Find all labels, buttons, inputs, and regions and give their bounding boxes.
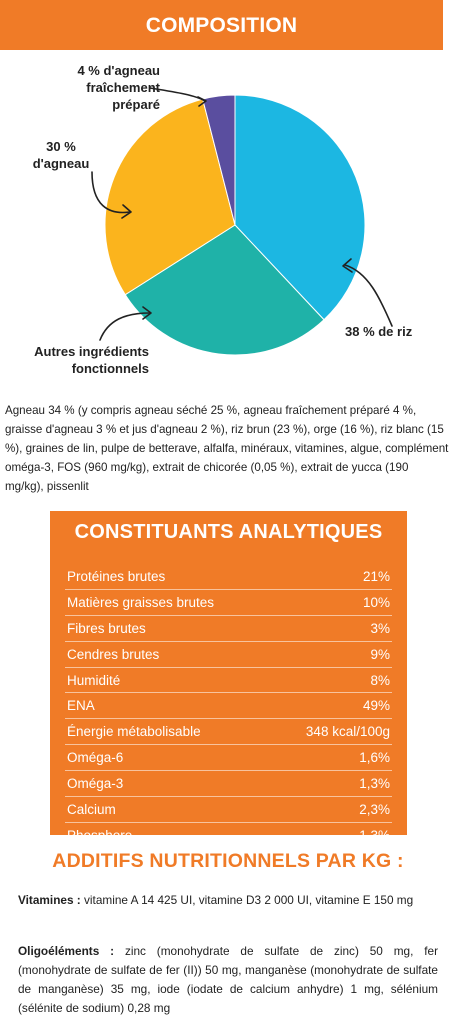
table-row bbox=[65, 796, 392, 822]
label-fresh-line3: préparé bbox=[112, 97, 160, 112]
row-value: 9% bbox=[370, 646, 390, 662]
row-value: 8% bbox=[370, 672, 390, 688]
row-value: 1,3% bbox=[359, 827, 390, 843]
label-lamb-line2: d'agneau bbox=[32, 156, 90, 171]
constituants-box bbox=[50, 511, 407, 843]
table-row bbox=[65, 718, 392, 744]
row-name: Calcium bbox=[67, 802, 116, 818]
constituants-table bbox=[65, 564, 392, 848]
label-autres bbox=[4, 343, 149, 377]
row-name: Énergie métabolisable bbox=[67, 724, 201, 740]
oligo-text: zinc (monohydrate de sulfate de zinc) 50 mg, fer (monohydrate de sulfate de fer (II)) 50 mg, manganèse (monohydrate de sulfate de manganèse) 35 mg, iode (iodate de calcium anhydre) 1 mg, sélénium (sélénite de sodium) 0,28 mg bbox=[18, 944, 438, 1015]
row-name: Oméga-3 bbox=[67, 776, 124, 792]
additifs-title: ADDITIFS NUTRITIONNELS PAR KG : bbox=[52, 850, 404, 872]
label-riz: 38 % de riz bbox=[345, 324, 413, 339]
composition-title: COMPOSITION bbox=[145, 14, 298, 37]
row-name: Protéines brutes bbox=[67, 569, 166, 584]
row-name: ENA bbox=[67, 698, 95, 714]
label-lamb-line1: 30 % bbox=[46, 139, 76, 154]
row-name: Cendres brutes bbox=[67, 646, 160, 662]
vitamines-text: vitamine A 14 425 UI, vitamine D3 2 000 UI, vitamine E 150 mg bbox=[84, 893, 414, 907]
row-value: 49% bbox=[362, 698, 390, 714]
row-name: Humidité bbox=[67, 672, 121, 688]
row-value: 10% bbox=[362, 594, 390, 610]
row-name: Phosphore bbox=[67, 827, 133, 843]
row-value: 1,6% bbox=[359, 750, 390, 766]
oligo-label: Oligoéléments : bbox=[18, 944, 115, 958]
table-row bbox=[65, 589, 392, 615]
table-row bbox=[65, 641, 392, 667]
row-value: 21% bbox=[362, 569, 390, 584]
label-fresh-line2: fraîchement bbox=[86, 80, 160, 95]
label-autres-line1: Autres ingrédients bbox=[34, 344, 149, 359]
table-row bbox=[65, 822, 392, 848]
label-fresh-line1: 4 % d'agneau bbox=[77, 63, 160, 78]
vitamines-paragraph bbox=[18, 891, 438, 910]
label-lamb bbox=[22, 138, 100, 172]
constituants-title: CONSTITUANTS ANALYTIQUES bbox=[74, 521, 383, 543]
row-name: Fibres brutes bbox=[67, 620, 146, 636]
table-row bbox=[65, 770, 392, 796]
table-row bbox=[65, 692, 392, 718]
table-row bbox=[65, 615, 392, 641]
row-value: 348 kcal/100g bbox=[305, 724, 390, 740]
table-row bbox=[65, 744, 392, 770]
label-autres-line2: fonctionnels bbox=[71, 361, 149, 376]
label-fresh-lamb bbox=[10, 62, 160, 113]
row-value: 3% bbox=[370, 620, 390, 636]
oligo-paragraph bbox=[18, 942, 438, 1018]
table-row bbox=[65, 667, 392, 693]
row-value: 1,3% bbox=[359, 776, 390, 792]
row-value: 2,3% bbox=[359, 802, 390, 818]
composition-banner bbox=[0, 0, 443, 50]
row-name: Oméga-6 bbox=[67, 750, 124, 766]
table-row bbox=[65, 564, 392, 589]
row-name: Matières graisses brutes bbox=[67, 594, 215, 610]
vitamines-label: Vitamines : bbox=[18, 893, 81, 907]
ingredients-text: Agneau 34 % (y compris agneau séché 25 %, agneau fraîchement préparé 4 %, graisse d'agneau 3 % et jus d'agneau 2 %), riz brun (23 %), orge (16 %), riz blanc (15 %), graines de lin, pulpe de betterave, alfalfa, minéraux, vitamines, algue, complément oméga-3, FOS (960 mg/kg), extrait de chicorée (0,05 %), extrait de yucca (190 mg/kg), pissenlit bbox=[5, 404, 449, 493]
